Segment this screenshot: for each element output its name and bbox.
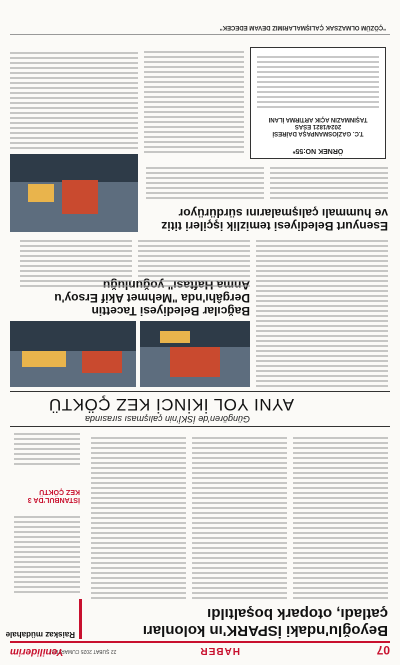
pull-quote: İSTANBUL'DA 3 KEZ ÇÖKTÜ: [27, 488, 80, 503]
headline-banner: [10, 391, 390, 427]
notice-line-4: TAŞINMAZIN AÇIK ARTIRMA İLANI: [268, 116, 368, 122]
top-story-sidebox: [5, 599, 82, 639]
body-text-column: [192, 434, 287, 599]
footer-quote: [10, 10, 390, 35]
body-text-column: [14, 430, 80, 465]
newspaper-logo: Yeniliderim: [10, 646, 64, 657]
sidebox-title: Raiskaz müdahale: [5, 630, 75, 639]
notice-line: [255, 115, 381, 136]
body-text-column: [138, 237, 250, 287]
page-number: 07: [376, 643, 390, 657]
body-text-column: [14, 513, 80, 593]
news-photo: [10, 154, 138, 232]
banner-title: AYNI YOL İKİNCİ KEZ ÇÖKTÜ: [48, 395, 294, 414]
section-label: HABER: [199, 645, 240, 656]
top-story-headline: Beyoğlu'ndaki İSPARK'ın kolonları çatladı, otopark boşaltıldı: [142, 605, 388, 639]
notice-line-3: 2024/1821 ESAS: [294, 123, 342, 129]
body-text-column: [256, 237, 388, 387]
body-text-column: [20, 237, 132, 287]
body-text-column: [146, 164, 264, 199]
notice-line-2: T.C. GAZİOSMANPAŞA DAİRESİ: [272, 130, 364, 136]
issue-date: 22 ŞUBAT 2025 CUMARTESİ: [50, 648, 117, 654]
banner-subtitle: Güngören'de İSKİ'nin çalışması sırasında: [84, 414, 250, 424]
body-text-column: [91, 434, 186, 599]
third-story-headline: Esenyurt Belediyesi temizlik işçileri titiz ve hummalı çalışmalarını sürdürüyor: [161, 206, 388, 233]
second-story-headline: Bağcılar Belediyesi Tacettin Dergâhı'nda "Mehmet Akif Ersoy'u yoğunluğu: [54, 278, 250, 318]
notice-title: ÖRNEK NO:55*: [292, 147, 344, 154]
body-text-column: [10, 49, 138, 149]
footer-quote-text: "ÇÖZÜM OLMAZSAK ÇALIŞMALARIMIZ DEVAM EDECEK": [219, 24, 386, 30]
body-text-column: [293, 434, 388, 599]
notice-body: [257, 53, 379, 108]
page-header: [10, 641, 390, 657]
legal-notice-box: [250, 47, 386, 159]
body-text-column: [270, 164, 388, 199]
news-photo: [10, 321, 136, 387]
body-text-column: [144, 48, 244, 153]
news-photo: [140, 321, 250, 387]
